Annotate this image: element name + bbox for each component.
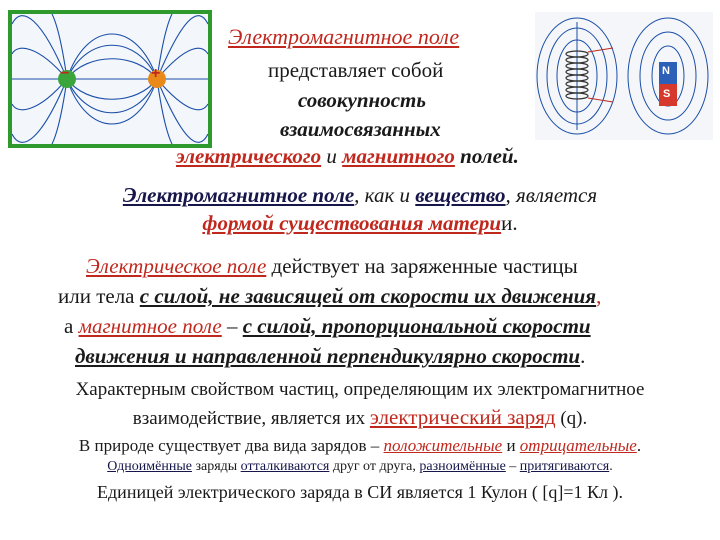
paragraph-3-line-1: Характерным свойством частиц, определяющим их электромагнитное: [75, 379, 645, 400]
title-text: представляет собой: [268, 58, 444, 82]
title-line-5: электрического и магнитного полей.: [176, 144, 519, 168]
paragraph-1-line-2: формой существования материи.: [202, 211, 518, 235]
magnet-north-label: N: [662, 65, 670, 77]
title-emphasis: совокупность: [298, 88, 426, 112]
paragraph-3-line-2: взаимодействие, является их электрический заряд (q).: [132, 405, 588, 429]
magnetic-field-lines: [535, 12, 713, 140]
term-electric: электрического: [176, 144, 322, 168]
dipole-field-lines: [12, 14, 208, 144]
magnet-south-label: S: [663, 88, 671, 100]
positive-sign: +: [151, 65, 161, 82]
title-line-3: [298, 88, 426, 113]
paragraph-1-line-1: Электромагнитное поле, как и вещество, является: [122, 183, 598, 207]
term-magnetic: магнитного: [342, 144, 455, 168]
title-line-1: [228, 24, 459, 50]
paragraph-6: Единицей электрического заряда в СИ является 1 Кулон ( [q]=1 Кл ).: [97, 482, 623, 502]
magnetic-field-figure: [535, 12, 713, 140]
paragraph-4: В природе существует два вида зарядов – положительные и отрицательные.: [78, 436, 642, 455]
paragraph-2-line-4: движения и направленной перпендикулярно скорости.: [75, 344, 586, 368]
dipole-field-figure: [8, 10, 212, 148]
negative-sign: −: [60, 65, 70, 82]
title-line-4: [280, 117, 441, 142]
paragraph-2-line-3: а магнитное поле – с силой, пропорциональной скорости: [64, 314, 591, 338]
title-emphasis-2: взаимосвязанных: [280, 117, 441, 141]
term-electromagnetic-field: Электромагнитное поле: [228, 24, 460, 49]
paragraph-2-line-2: или тела с силой, не зависящей от скорости их движения,: [58, 284, 602, 308]
title-line-2: [268, 58, 443, 83]
paragraph-2-line-1: Электрическое поле действует на заряженные частицы: [86, 254, 578, 278]
paragraph-5: Одноимённые заряды отталкиваются друг от друга, разноимённые – притягиваются.: [107, 459, 613, 474]
